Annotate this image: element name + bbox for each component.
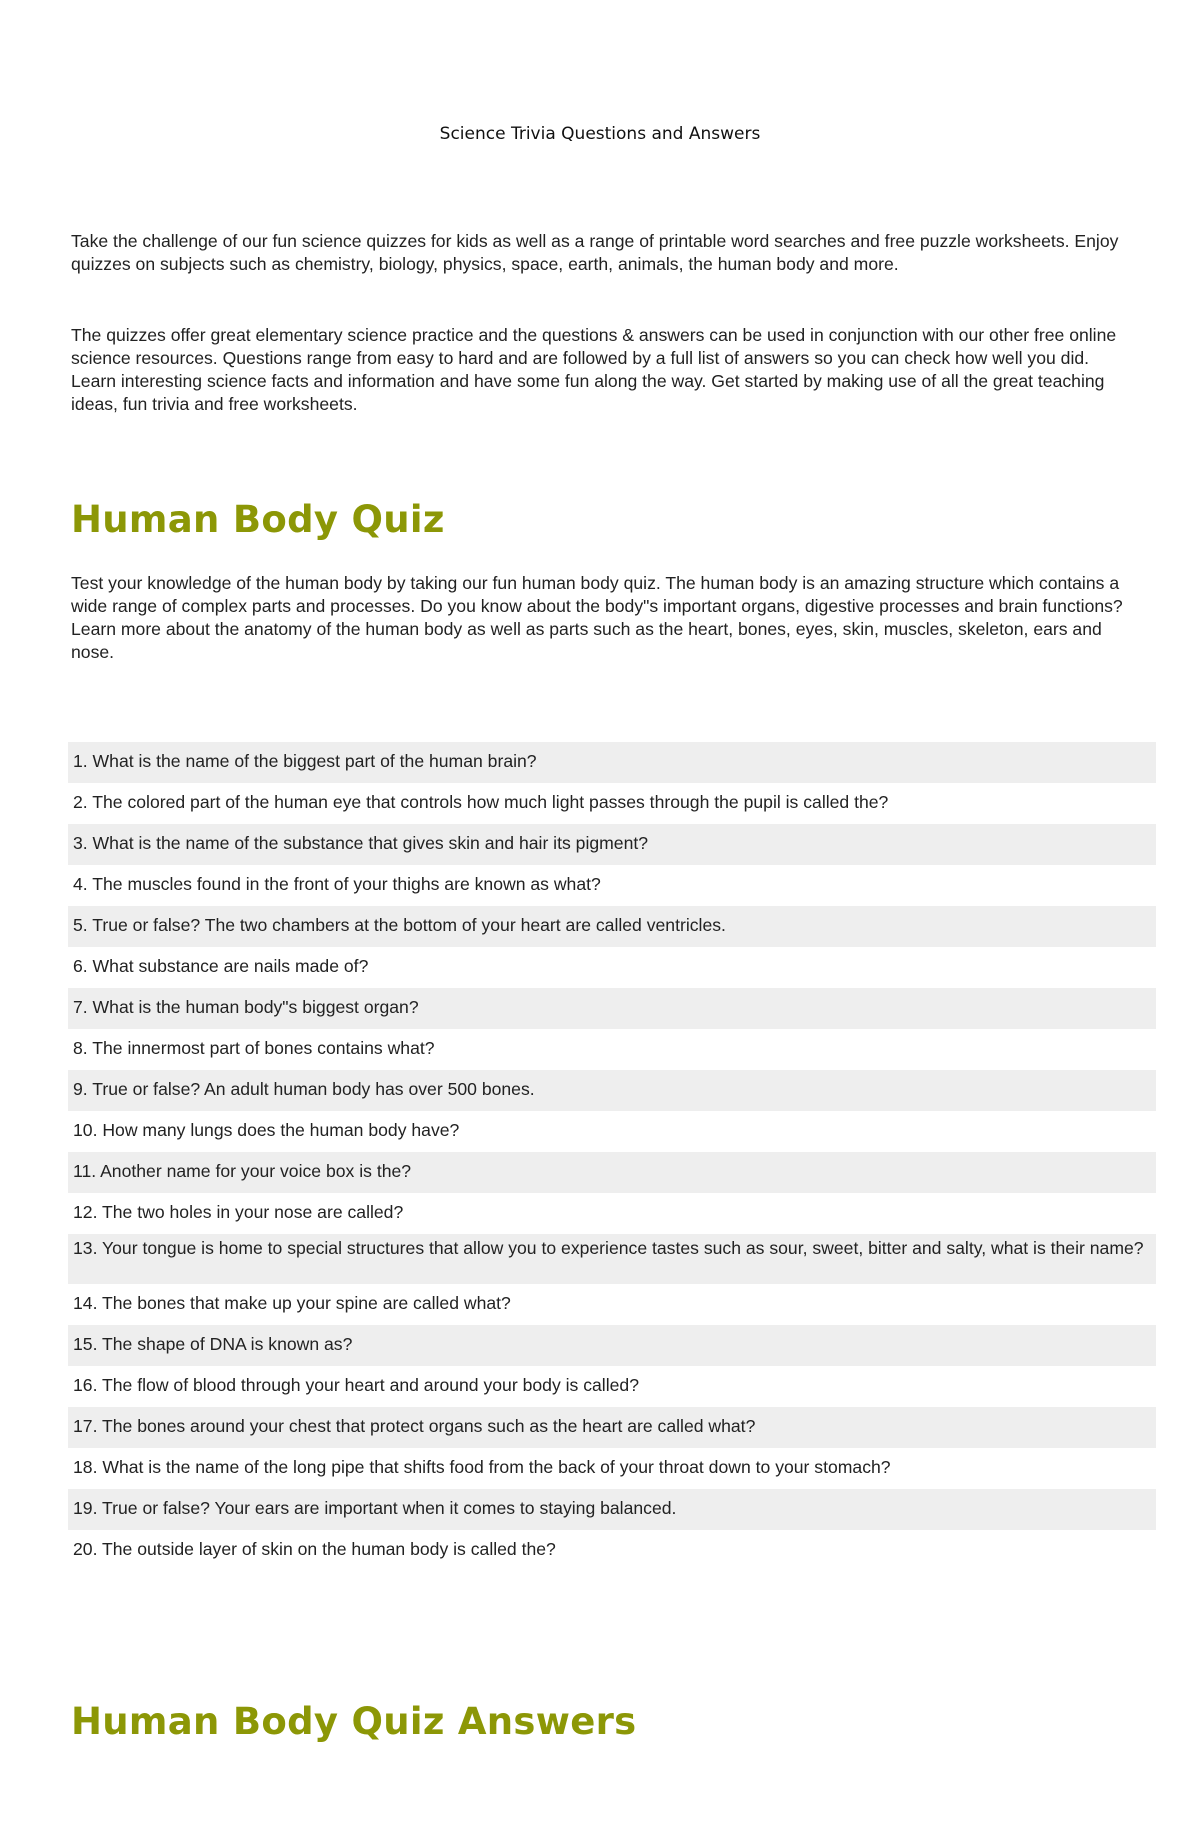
question-row: 13. Your tongue is home to special structures that allow you to experience tastes such as sour, sweet, bitter and salty, what is their name? — [68, 1234, 1156, 1284]
answers-heading: Human Body Quiz Answers — [71, 1700, 637, 1743]
question-row: 8. The innermost part of bones contains what? — [73, 1038, 435, 1058]
question-row: 18. What is the name of the long pipe that shifts food from the back of your throat down to your stomach? — [73, 1457, 891, 1477]
question-row: 5. True or false? The two chambers at the bottom of your heart are called ventricles. — [68, 906, 1156, 947]
question-row: 16. The flow of blood through your heart and around your body is called? — [73, 1375, 639, 1395]
question-row: 7. What is the human body"s biggest organ? — [68, 988, 1156, 1029]
question-row: 4. The muscles found in the front of your thighs are known as what? — [73, 874, 601, 894]
question-row: 9. True or false? An adult human body has over 500 bones. — [68, 1070, 1156, 1111]
document-title: Science Trivia Questions and Answers — [439, 124, 761, 144]
question-row: 3. What is the name of the substance that gives skin and hair its pigment? — [68, 824, 1156, 865]
question-row: 2. The colored part of the human eye that controls how much light passes through the pupil is called the? — [73, 792, 889, 812]
question-row: 14. The bones that make up your spine are called what? — [73, 1293, 511, 1313]
question-row: 17. The bones around your chest that protect organs such as the heart are called what? — [68, 1407, 1156, 1448]
question-row: 15. The shape of DNA is known as? — [68, 1325, 1156, 1366]
question-row: 12. The two holes in your nose are called? — [73, 1202, 404, 1222]
question-row: 11. Another name for your voice box is the? — [68, 1152, 1156, 1193]
quiz-description: Test your knowledge of the human body by taking our fun human body quiz. The human body is an amazing structure which contains a wide range of complex parts and processes. Do you know about the body"s important organs, digestive processes and brain functions? Learn more about the anatomy of the human body as well as parts such as the heart, bones, eyes, skin, muscles, skeleton, ears and nose. — [71, 573, 1123, 662]
question-list — [68, 742, 1156, 1571]
question-row: 19. True or false? Your ears are important when it comes to staying balanced. — [68, 1489, 1156, 1530]
question-row: 20. The outside layer of skin on the human body is called the? — [73, 1539, 556, 1559]
question-row: 10. How many lungs does the human body have? — [73, 1120, 460, 1140]
question-row: 6. What substance are nails made of? — [73, 956, 369, 976]
question-row: 1. What is the name of the biggest part of the human brain? — [68, 742, 1156, 783]
quiz-heading: Human Body Quiz — [71, 498, 445, 541]
intro-paragraph: The quizzes offer great elementary science practice and the questions & answers can be used in conjunction with our other free online science resources. Questions range from easy to hard and are followed by a full list of answers so you can check how well you did. Learn interesting science facts and information and have some fun along the way. Get started by making use of all the great teaching ideas, fun trivia and free worksheets. — [71, 325, 1117, 414]
intro-paragraph: Take the challenge of our fun science quizzes for kids as well as a range of printable word searches and free puzzle worksheets. Enjoy quizzes on subjects such as chemistry, biology, physics, space, earth, animals, the human body and more. — [71, 231, 1119, 274]
